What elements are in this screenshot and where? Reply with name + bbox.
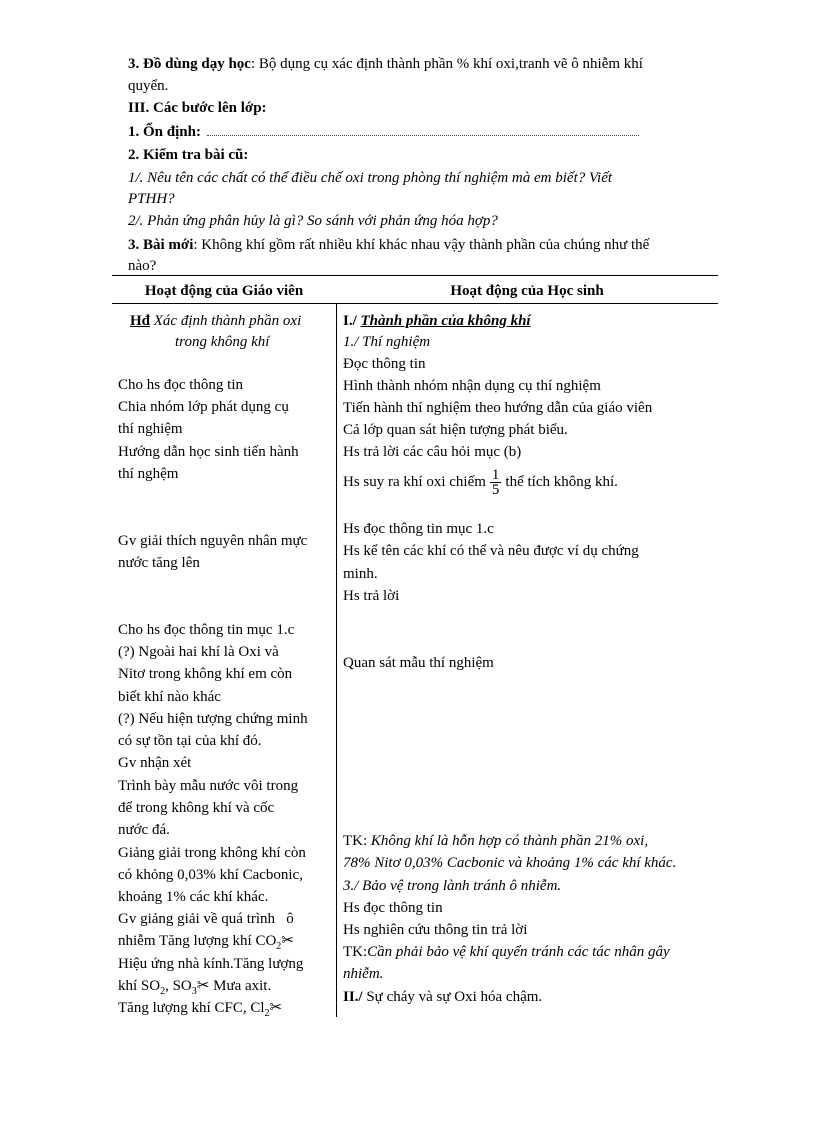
student-volume-text: thể tích không khí. bbox=[505, 474, 618, 490]
teacher-line-co2 bbox=[118, 931, 294, 951]
equipment-label: 3. Đồ dùng dạy học bbox=[128, 56, 251, 72]
teacher-line: (?) Ngoài hai khí là Oxi và bbox=[118, 644, 279, 660]
equipment-line-2: quyển. bbox=[128, 78, 169, 94]
student-line: Hs đọc thông tin bbox=[343, 900, 443, 916]
table-header-border bbox=[112, 303, 718, 304]
student-line: Đọc thông tin bbox=[343, 356, 426, 372]
teacher-line: Nitơ trong không khí em còn bbox=[118, 666, 293, 682]
student-line: Hs đọc thông tin mục 1.c bbox=[343, 521, 494, 537]
teacher-line-cfc bbox=[118, 998, 282, 1018]
question-1-line-2: PTHH? bbox=[128, 191, 175, 207]
student-line: minh. bbox=[343, 566, 378, 582]
cl2-subscript: 2 bbox=[264, 1008, 270, 1019]
student-line: 3./ Bảo vệ trong lành tránh ô nhiễm. bbox=[343, 878, 562, 894]
teacher-cfc-text: Tăng lượng khí CFC, Cl bbox=[118, 1000, 265, 1016]
table-column-divider bbox=[336, 303, 337, 1017]
scissors-icon: ✂ bbox=[196, 978, 210, 994]
step3-line-1 bbox=[128, 235, 649, 255]
teacher-line: Hướng dẫn học sinh tiến hành bbox=[118, 444, 299, 460]
teacher-line: (?) Nếu hiện tượng chứng minh bbox=[118, 711, 308, 727]
section-ii-number: II./ bbox=[343, 989, 363, 1005]
step3-text-1: : Không khí gồm rất nhiều khí khác nhau vậy thành phần của chúng như thế bbox=[193, 237, 650, 253]
activity-title-1: Xác định thành phần oxi bbox=[153, 313, 302, 329]
teacher-line: Giảng giải trong không khí còn bbox=[118, 845, 306, 861]
scissors-icon: ✂ bbox=[269, 1000, 283, 1016]
student-line: Hs kể tên các khí có thể và nêu được ví dụ chứng bbox=[343, 543, 639, 559]
teacher-line: Gv giải thích nguyên nhân mực bbox=[118, 533, 308, 549]
teacher-line: Cho hs đọc thông tin mục 1.c bbox=[118, 622, 295, 638]
teacher-line: để trong không khí và cốc bbox=[118, 800, 275, 816]
student-section-title: Thành phần của không khí bbox=[360, 313, 531, 329]
step1-dotted-leader bbox=[207, 123, 639, 136]
teacher-line: thí nghiệm bbox=[118, 421, 183, 437]
teacher-line: Gv nhận xét bbox=[118, 755, 192, 771]
student-line-fraction bbox=[343, 462, 618, 502]
student-line: Hs trả lời bbox=[343, 588, 400, 604]
question-1-line-1: 1/. Nêu tên các chất có thể điều chế oxi trong phòng thí nghiệm mà em biết? Viết bbox=[128, 170, 613, 186]
step1-line bbox=[128, 122, 639, 142]
teacher-line: thí nghệm bbox=[118, 466, 179, 482]
activity-label: Hđ bbox=[130, 313, 151, 329]
teacher-line: nước tăng lên bbox=[118, 555, 200, 571]
student-line: Hs trả lời các câu hỏi mục (b) bbox=[343, 444, 522, 460]
scissors-icon: ✂ bbox=[281, 933, 294, 949]
student-line: 78% Nitơ 0,03% Cacbonic và khoảng 1% các khí khác. bbox=[343, 855, 677, 871]
student-summary-line-1 bbox=[343, 831, 648, 851]
summary-label: TK: bbox=[343, 944, 368, 960]
summary-label: TK: bbox=[343, 833, 371, 849]
step3-line-2: nào? bbox=[128, 258, 157, 274]
student-oxygen-text: Hs suy ra khí oxi chiếm bbox=[343, 474, 486, 490]
step3-label: 3. Bài mới bbox=[128, 237, 194, 253]
activity-title-2: trong không khí bbox=[175, 334, 270, 350]
teacher-line: có sự tồn tại của khí đó. bbox=[118, 733, 262, 749]
teacher-line: Cho hs đọc thông tin bbox=[118, 377, 244, 393]
fraction-denominator: 5 bbox=[491, 482, 500, 499]
so3-subscript: 3 bbox=[191, 986, 197, 997]
teacher-line: Gv giảng giải về quá trình ô bbox=[118, 911, 294, 927]
section-iii-heading: III. Các bước lên lớp: bbox=[128, 100, 267, 116]
header-student: Hoạt động của Học sinh bbox=[450, 283, 604, 299]
equipment-text-1: : Bộ dụng cụ xác định thành phần % khí oxi,tranh vẽ ô nhiễm khí bbox=[250, 56, 643, 72]
so2-subscript: 2 bbox=[160, 986, 166, 997]
teacher-line-so2 bbox=[118, 976, 271, 996]
one-fifth-fraction bbox=[490, 468, 502, 497]
header-teacher: Hoạt động của Giáo viên bbox=[144, 283, 304, 299]
teacher-line: Trình bày mẫu nước vôi trong bbox=[118, 778, 299, 794]
teacher-line: có khỏng 0,03% khí Cacbonic, bbox=[118, 867, 303, 883]
teacher-line: khoảng 1% các khí khác. bbox=[118, 889, 269, 905]
teacher-so3-text: , SO bbox=[165, 978, 192, 994]
summary-text: Cần phải bảo vệ khí quyển tránh các tác nhân gây bbox=[367, 944, 670, 960]
teacher-co2-text: nhiễm Tăng lượng khí CO bbox=[118, 933, 277, 949]
student-line: Quan sát mẫu thí nghiệm bbox=[343, 655, 494, 671]
co2-subscript: 2 bbox=[276, 941, 282, 952]
teacher-acid-rain-text: Mưa axit. bbox=[209, 978, 272, 994]
teacher-so-text: khí SO bbox=[118, 978, 161, 994]
section-ii-title: Sự cháy và sự Oxi hóa chậm. bbox=[362, 989, 543, 1005]
student-summary-line-2 bbox=[343, 942, 670, 962]
teacher-line: Chia nhóm lớp phát dụng cụ bbox=[118, 399, 289, 415]
teacher-line: nước đá. bbox=[118, 822, 170, 838]
student-section-heading bbox=[343, 311, 531, 331]
equipment-line-1 bbox=[128, 54, 643, 74]
teacher-line: biết khí nào khác bbox=[118, 689, 221, 705]
student-line: Hình thành nhóm nhận dụng cụ thí nghiệm bbox=[343, 378, 601, 394]
student-line: Hs nghiên cứu thông tin trả lời bbox=[343, 922, 528, 938]
student-line: Cả lớp quan sát hiện tượng phát biểu. bbox=[343, 422, 568, 438]
table-top-border bbox=[112, 275, 718, 276]
student-line: Tiến hành thí nghiệm theo hướng dẫn của giáo viên bbox=[343, 400, 653, 416]
student-section-number: I./ bbox=[343, 313, 357, 329]
fraction-numerator: 1 bbox=[491, 467, 500, 484]
teacher-line: Hiệu ứng nhà kính.Tăng lượng bbox=[118, 956, 304, 972]
student-line: nhiễm. bbox=[343, 966, 384, 982]
student-section-ii bbox=[343, 987, 542, 1007]
step2-label: 2. Kiểm tra bài cũ: bbox=[128, 147, 249, 163]
student-line: 1./ Thí nghiệm bbox=[343, 334, 431, 350]
question-2: 2/. Phản ứng phân hủy là gì? So sánh với phản ứng hóa hợp? bbox=[128, 213, 498, 229]
step1-label: 1. Ổn định: bbox=[128, 124, 201, 140]
summary-text: Không khí là hỗn hợp có thành phần 21% oxi, bbox=[370, 833, 649, 849]
activity-heading-line-1 bbox=[130, 311, 301, 331]
